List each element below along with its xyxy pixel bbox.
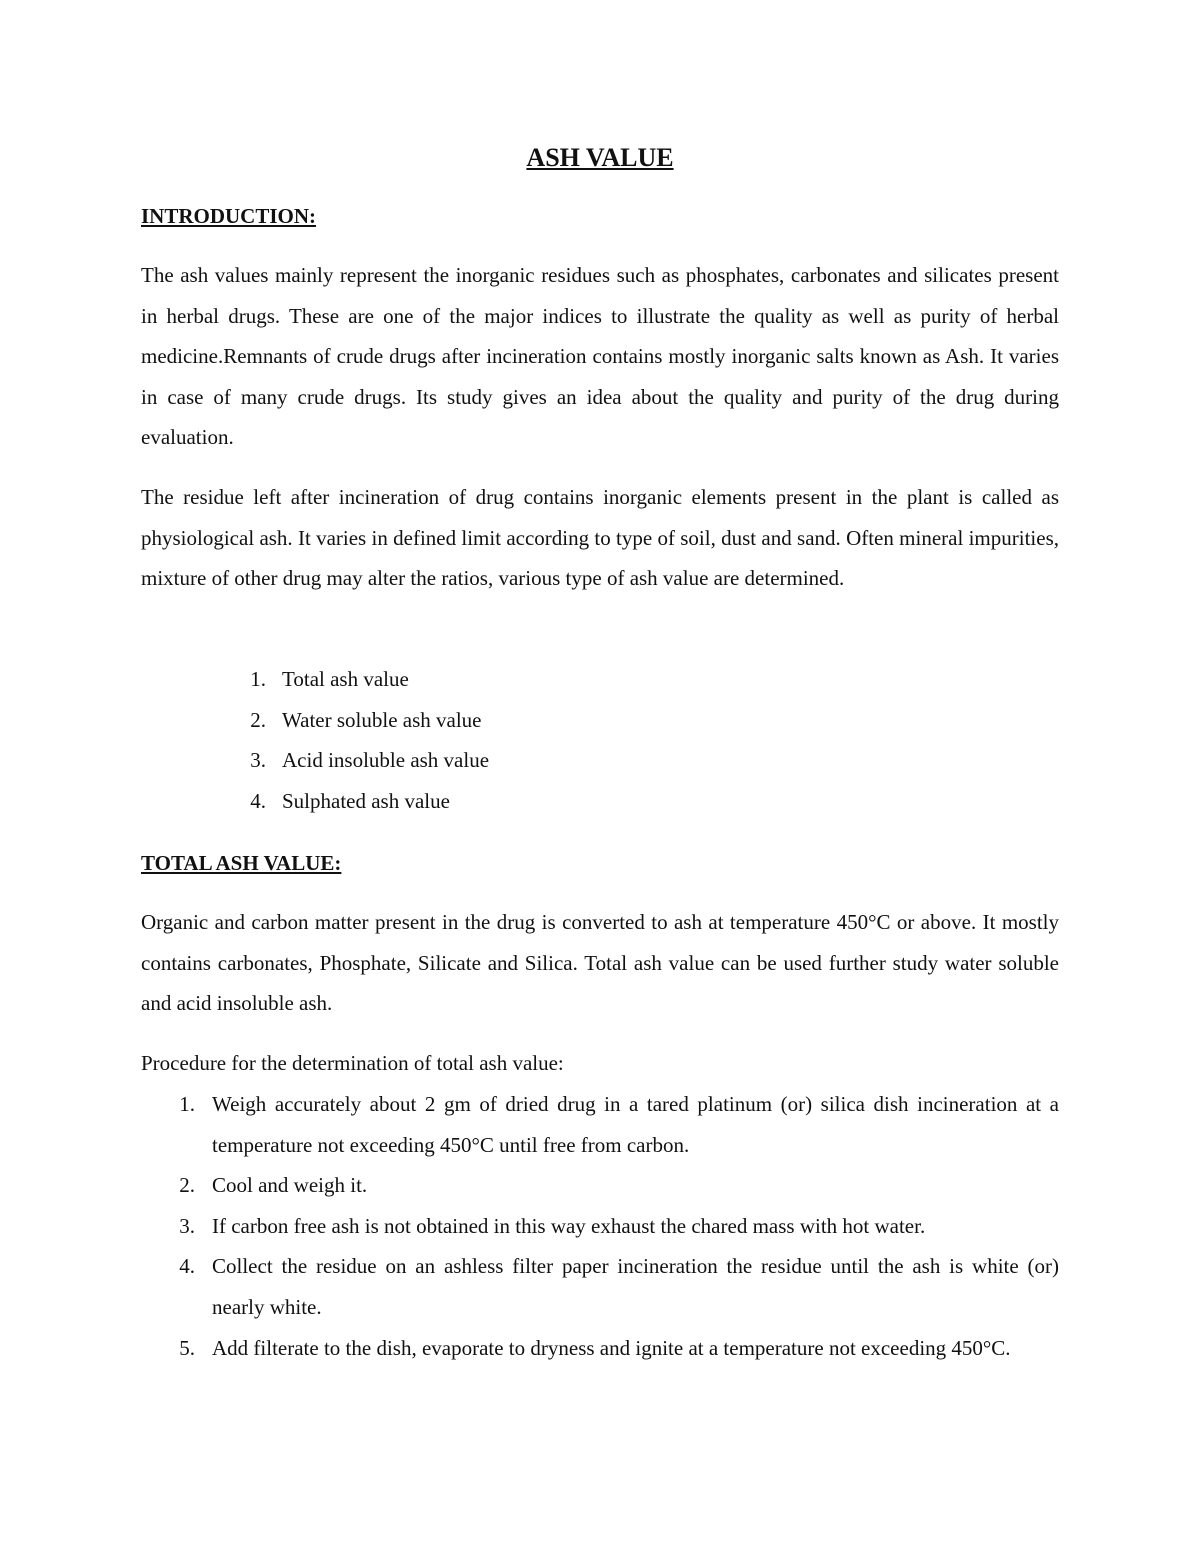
procedure-steps-list: [170, 1084, 1059, 1368]
list-item-text: Total ash value: [282, 667, 409, 691]
list-item-number: 2.: [250, 707, 266, 732]
introduction-paragraph-1: The ash values mainly represent the inorganic residues such as phosphates, carbonates and silicates present in herbal drugs. These are one of the major indices to illustrate the quality as well as purity of herbal medicine.Remnants of crude drugs after incineration contains mostly inorganic salts known as Ash. It varies in case of many crude drugs. Its study gives an idea about the quality and purity of the drug during evaluation.: [141, 263, 1059, 450]
list-item-text: If carbon free ash is not obtained in this way exhaust the chared mass with hot water.: [212, 1213, 926, 1238]
list-item: [240, 659, 489, 700]
procedure-intro: Procedure for the determination of total ash value:: [141, 1051, 564, 1075]
list-item: [170, 1165, 1059, 1206]
list-item-number: 4.: [250, 788, 266, 813]
list-item-text: Sulphated ash value: [282, 788, 450, 813]
list-item-number: 2.: [179, 1173, 195, 1198]
list-item: [170, 1246, 1059, 1327]
list-item-text: Water soluble ash value: [282, 707, 482, 732]
list-item: [170, 1206, 1059, 1247]
list-item-text: Collect the residue on an ashless filter paper incineration the residue until the ash is white (or) nearly white.: [212, 1254, 1059, 1319]
list-item: [240, 781, 489, 822]
total-ash-value-paragraph: Organic and carbon matter present in the drug is converted to ash at temperature 450°C or above. It mostly contains carbonates, Phosphate, Silicate and Silica. Total ash value can be used further study water soluble and acid insoluble ash.: [141, 910, 1059, 1016]
list-item-number: 4.: [179, 1254, 195, 1279]
list-item-number: 5.: [179, 1335, 195, 1360]
list-item-number: 1.: [179, 1092, 195, 1116]
page-title: ASH VALUE: [526, 143, 674, 172]
total-ash-value-heading: TOTAL ASH VALUE:: [141, 851, 342, 875]
list-item-number: 3.: [250, 748, 266, 773]
introduction-heading: INTRODUCTION:: [141, 204, 317, 228]
ash-types-list: [240, 659, 489, 821]
list-item-number: 3.: [179, 1213, 195, 1238]
list-item: [240, 700, 489, 741]
list-item-number: 1.: [250, 667, 266, 691]
list-item: [170, 1084, 1059, 1165]
list-item-text: Weigh accurately about 2 gm of dried drug in a tared platinum (or) silica dish incineration at a temperature not exceeding 450°C until free from carbon.: [212, 1092, 1059, 1157]
list-item-text: Add filterate to the dish, evaporate to dryness and ignite at a temperature not exceeding 450°C.: [212, 1335, 1011, 1360]
list-item-text: Acid insoluble ash value: [282, 748, 490, 773]
list-item-text: Cool and weigh it.: [212, 1173, 368, 1198]
list-item: [240, 740, 489, 781]
list-item: [170, 1328, 1059, 1369]
introduction-paragraph-2: The residue left after incineration of drug contains inorganic elements present in the plant is called as physiological ash. It varies in defined limit according to type of soil, dust and sand. Often mineral impurities, mixture of other drug may alter the ratios, various type of ash value are determined.: [141, 485, 1059, 591]
